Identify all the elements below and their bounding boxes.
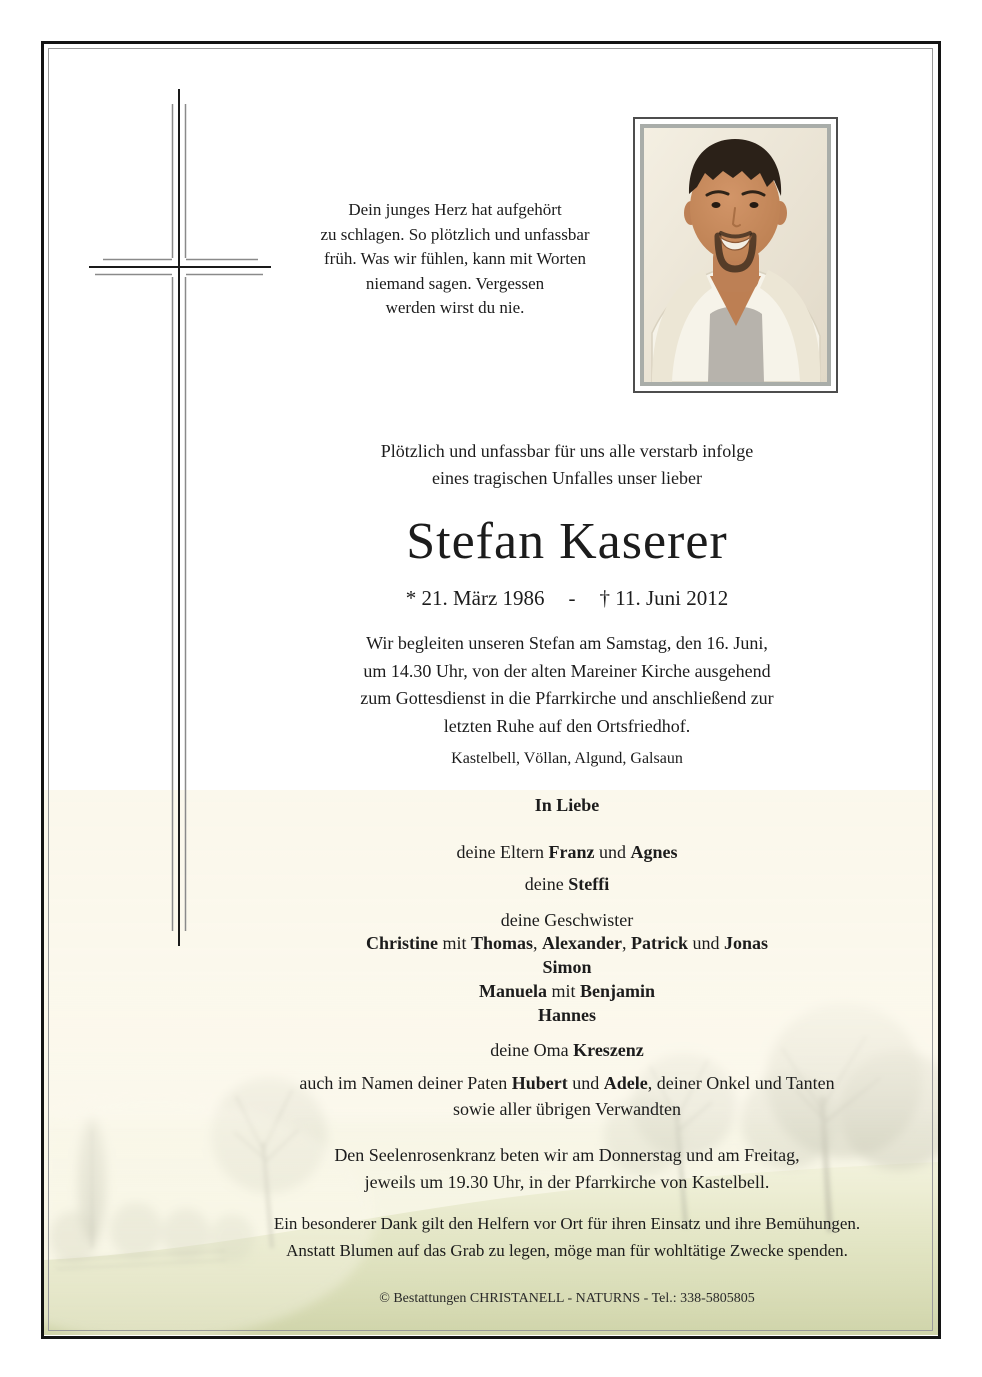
portrait-photo [644,128,827,382]
portrait-photo-mat [640,124,831,386]
rosary-line: jeweils um 19.30 Uhr, in der Pfarrkirche von Kastelbell. [364,1172,770,1192]
mourners-siblings-line: Hannes [537,1005,597,1025]
mourners-siblings-label: deine Geschwister [500,910,634,930]
portrait-photo-frame [633,117,838,393]
poem-line: zu schlagen. So plötzlich und unfassbar [320,224,590,244]
dates-separator: - [568,586,576,610]
mourners-grandma: deine Oma Kreszenz [490,1040,644,1060]
poem-line: niemand sagen. Vergessen [365,273,545,293]
thanks-line: Anstatt Blumen auf das Grab zu legen, möge man für wohltätige Zwecke spenden. [286,1241,848,1260]
funeral-line: um 14.30 Uhr, von der alten Mareiner Kirche ausgehend [363,660,771,681]
mourners-siblings-line: Simon [542,957,592,977]
mourners-partner: deine Steffi [524,874,610,894]
rosary-line: Den Seelenrosenkranz beten wir am Donnerstag und am Freitag, [334,1145,800,1165]
funeral-line: Wir begleiten unseren Stefan am Samstag, den 16. Juni, [366,633,768,653]
places-line: Kastelbell, Völlan, Algund, Galsaun [451,750,683,767]
godparents-line: auch im Namen deiner Paten Hubert und Adele, deiner Onkel und Tanten [299,1073,835,1093]
poem-line: werden wirst du nie. [385,298,525,317]
mourners-parents: deine Eltern Franz und Agnes [456,842,678,862]
poem-line: Dein junges Herz hat aufgehört [348,200,562,219]
funeral-details [197,630,937,740]
mourners-godparents [197,1070,937,1122]
birth-date: * 21. März 1986 [405,586,545,610]
thanks-text [197,1210,937,1264]
thanks-line: Ein besonderer Dank gilt den Helfern vor Ort für ihren Einsatz und ihre Bemühungen. [273,1214,861,1233]
poem-text [272,198,638,321]
funeral-line: letzten Ruhe auf den Ortsfriedhof. [443,715,691,736]
in-liebe-heading: In Liebe [534,795,600,815]
announcement-line: eines tragischen Unfalles unser lieber [432,468,702,488]
mourners-siblings-line: Christine mit Thomas, Alexander, Patrick und Jonas [365,933,769,953]
mourners-siblings-line: Manuela mit Benjamin [478,981,656,1001]
footer-credit: © Bestattungen CHRISTANELL - NATURNS - Tel.: 338-5805805 [379,1291,755,1306]
godparents-line: sowie aller übrigen Verwandten [452,1099,682,1119]
life-dates [197,586,937,611]
rosary-text [197,1142,937,1196]
poem-line: früh. Was wir fühlen, kann mit Worten [324,249,586,268]
deceased-name: Stefan Kaserer [406,513,728,570]
funeral-line: zum Gottesdienst in die Pfarrkirche und anschließend zur [360,688,774,708]
death-date: † 11. Juni 2012 [599,586,729,610]
announcement-line: Plötzlich und unfassbar für uns alle verstarb infolge [380,441,754,461]
announcement-text [197,438,937,492]
